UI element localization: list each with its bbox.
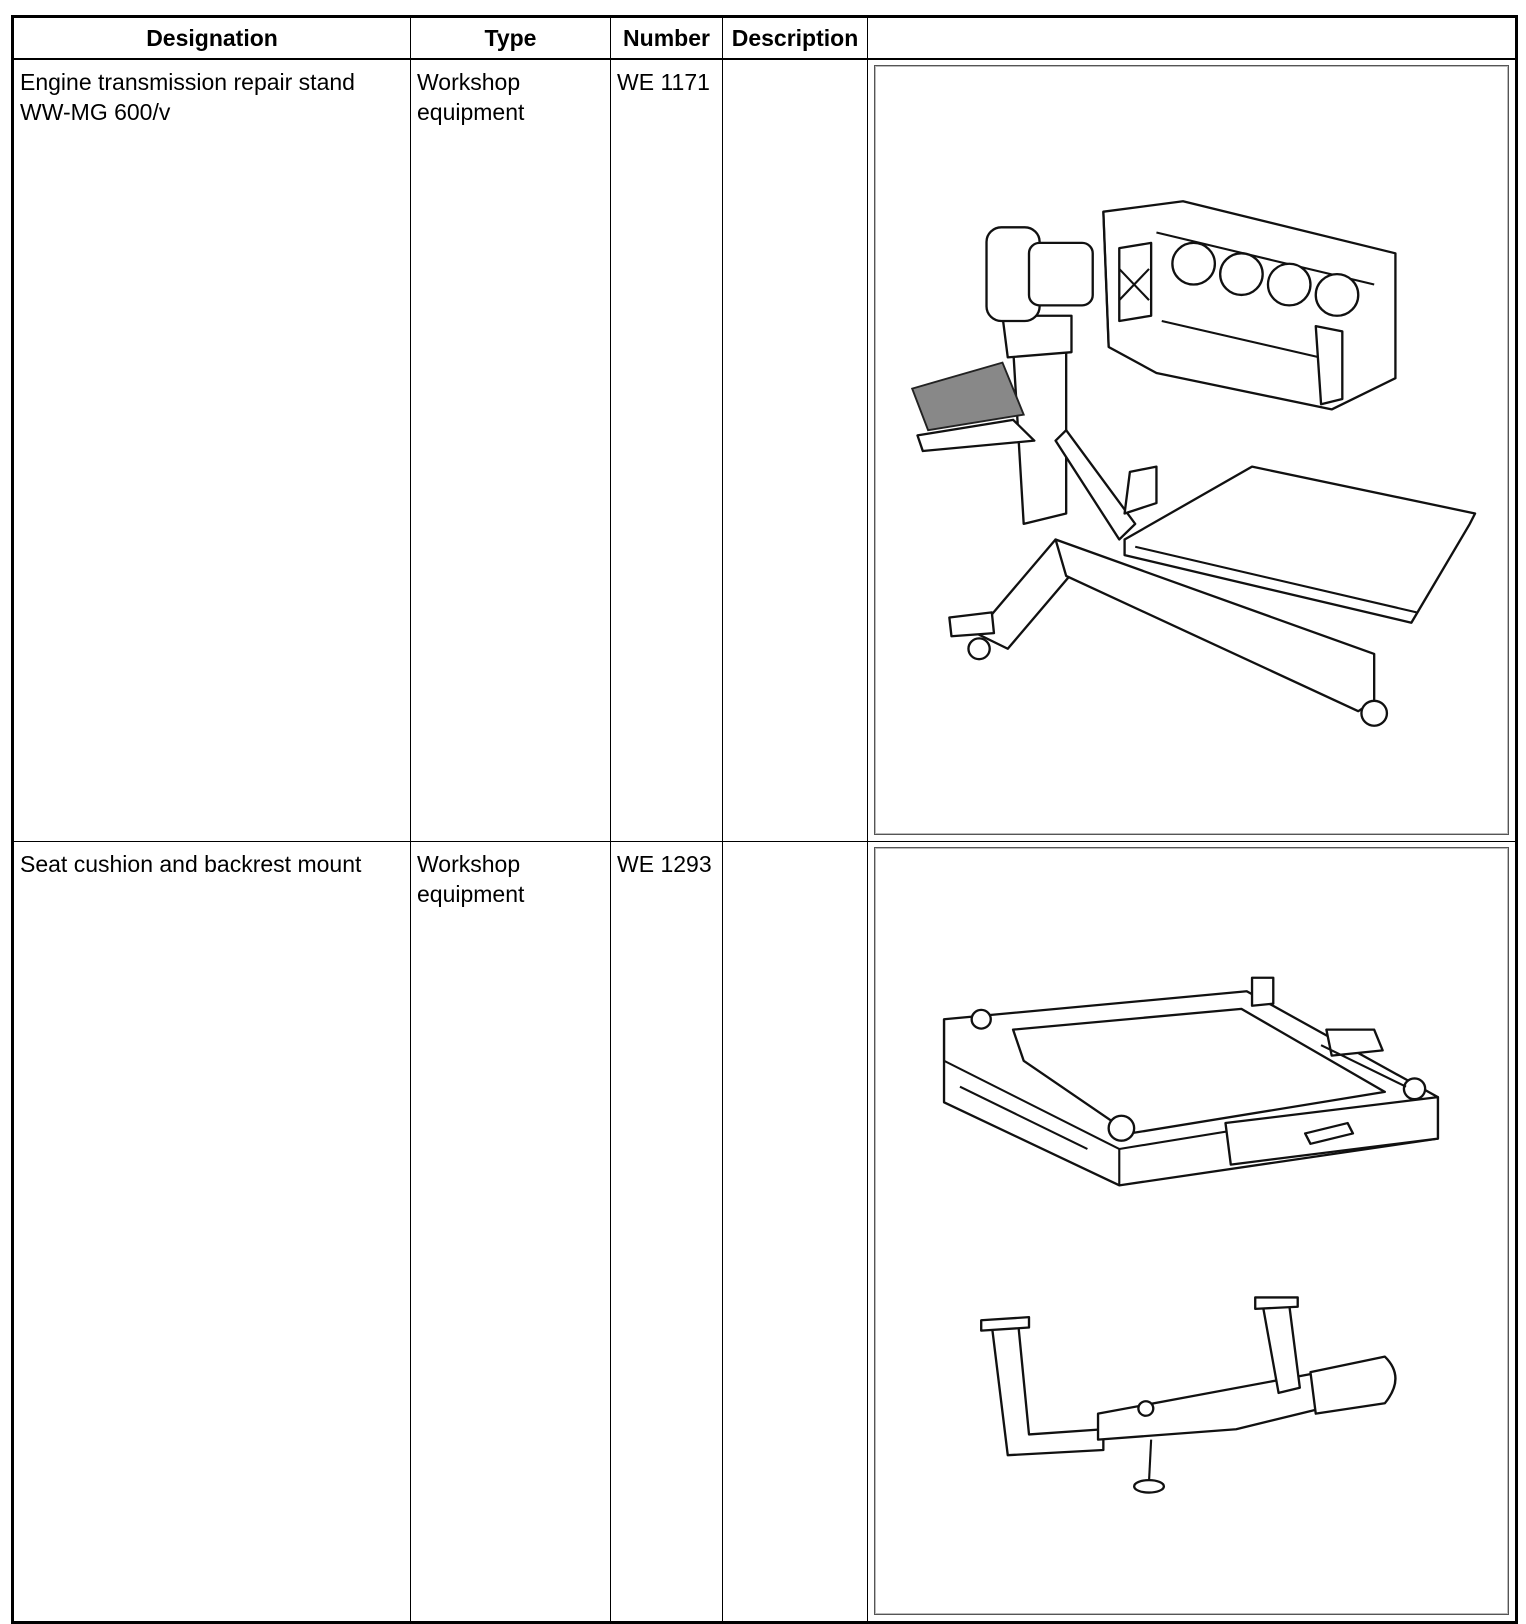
header-row [13,17,1517,60]
designation-cell [13,59,411,842]
tools-table [11,15,1518,1624]
table-row [13,59,1517,842]
header-description: Description [723,17,868,60]
designation-line: Seat cushion and backrest mount [20,851,362,877]
description-cell [723,842,868,1623]
header-type: Type [411,17,611,60]
type-cell [411,842,611,1623]
description-cell [723,59,868,842]
header-designation: Designation [13,17,411,60]
designation-line: Engine transmission repair stand [20,69,355,95]
designation-line: WW-MG 600/v [20,99,171,125]
number-cell: WE 1171 [611,59,723,842]
engine-repair-stand-illustration [874,65,1509,835]
type-line: Workshop [417,851,521,877]
image-cell [868,59,1517,842]
designation-cell [13,842,411,1623]
header-image [868,17,1517,60]
type-line: equipment [417,99,525,125]
header-number: Number [611,17,723,60]
type-line: Workshop [417,69,521,95]
seat-mount-illustration [874,847,1509,1615]
seat-mount-drawing [875,848,1508,1614]
number-cell: WE 1293 [611,842,723,1623]
image-cell [868,842,1517,1623]
engine-stand-drawing [875,66,1508,834]
type-cell [411,59,611,842]
type-line: equipment [417,881,525,907]
table-row [13,842,1517,1623]
